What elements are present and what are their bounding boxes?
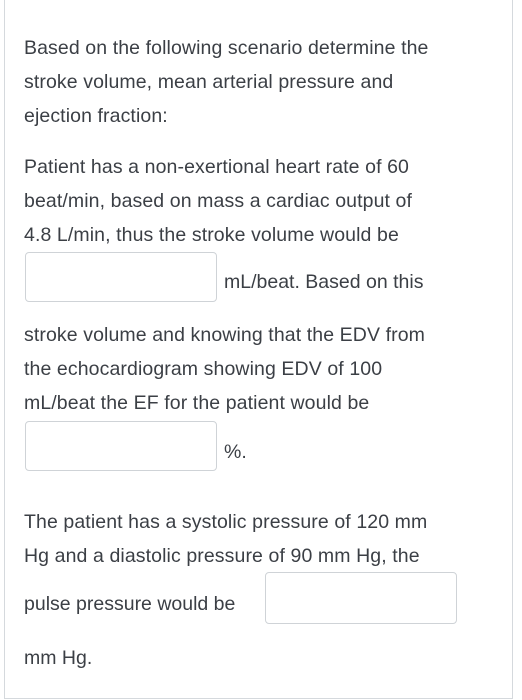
scenario-paragraph-2 (24, 318, 494, 420)
paragraph1-line-3: 4.8 L/min, thus the stroke volume would be (24, 224, 399, 246)
pulse-pressure-prefix-text: pulse pressure would be (24, 593, 236, 615)
paragraph3-line-1: The patient has a systolic pressure of 120 mm (24, 511, 428, 533)
paragraph2-line-2: the echocardiogram showing EDV of 100 (24, 358, 383, 380)
paragraph1-line-1: Patient has a non-exertional heart rate of 60 (24, 156, 409, 178)
ejection-fraction-input[interactable] (25, 421, 217, 471)
pulse-pressure-unit-text: mm Hg. (24, 647, 93, 669)
paragraph2-line-1: stroke volume and knowing that the EDV from (24, 324, 425, 346)
intro-line-3: ejection fraction: (24, 105, 168, 127)
stroke-volume-unit-text: mL/beat. Based on this (224, 271, 424, 293)
scenario-paragraph-3 (24, 505, 494, 573)
question-intro (24, 31, 494, 133)
intro-line-1: Based on the following scenario determine the (24, 37, 429, 59)
stroke-volume-input[interactable] (25, 252, 217, 302)
paragraph1-line-2: beat/min, based on mass a cardiac output of (24, 190, 413, 212)
paragraph2-line-3: mL/beat the EF for the patient would be (24, 392, 370, 414)
paragraph3-line-2: Hg and a diastolic pressure of 90 mm Hg, the (24, 545, 420, 567)
intro-line-2: stroke volume, mean arterial pressure and (24, 71, 394, 93)
ejection-fraction-unit-text: %. (224, 441, 247, 463)
pulse-pressure-input[interactable] (265, 572, 457, 624)
scenario-paragraph-1 (24, 150, 494, 252)
